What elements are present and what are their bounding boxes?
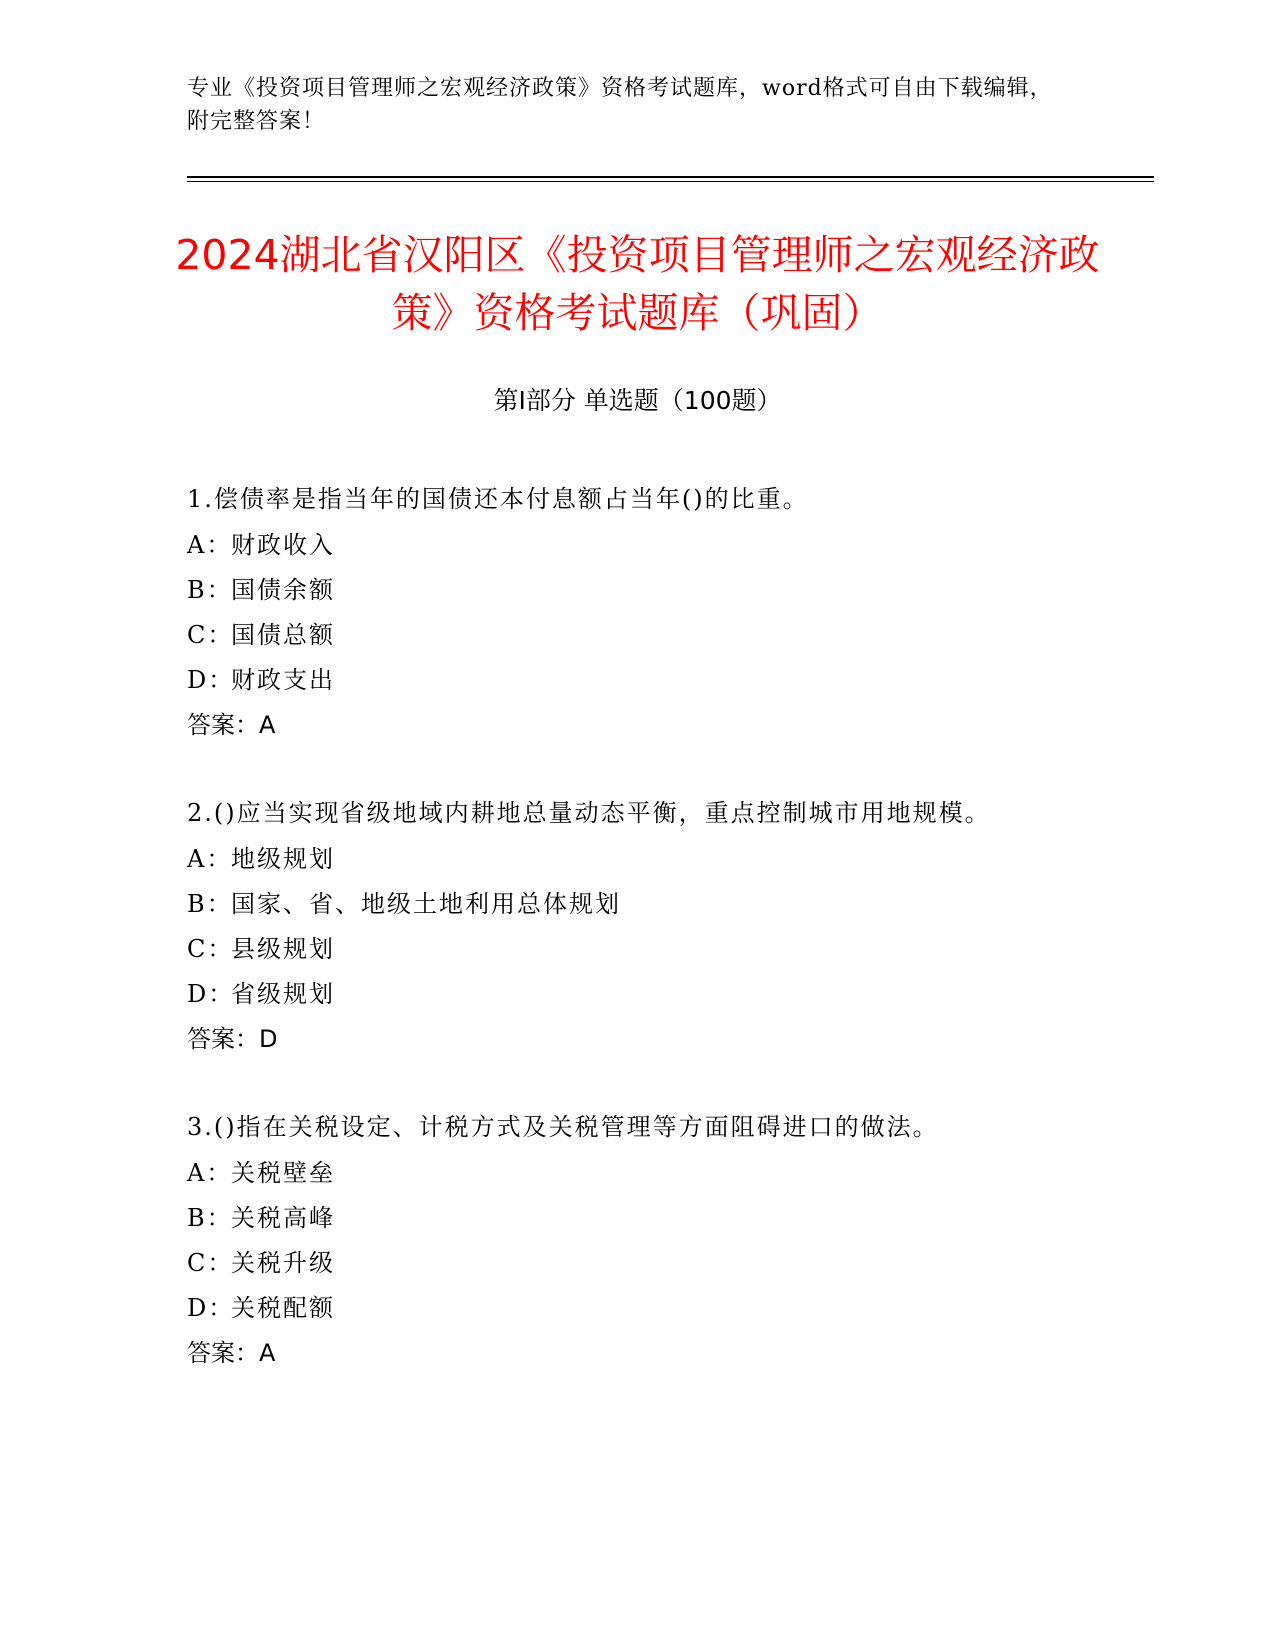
answer-value: A — [259, 1339, 276, 1367]
option-letter: B： — [187, 890, 233, 918]
option-letter: D： — [187, 1294, 235, 1322]
option-letter: C： — [187, 621, 234, 649]
option-text: 国债总额 — [231, 621, 335, 649]
option-d — [187, 972, 1067, 1017]
option-text: 财政收入 — [231, 531, 335, 559]
option-a — [187, 837, 1067, 882]
option-text: 国债余额 — [231, 576, 335, 604]
answer-value: A — [259, 711, 276, 739]
option-letter: A： — [187, 845, 233, 873]
answer-prefix: 答案： — [187, 711, 259, 739]
option-letter: B： — [187, 576, 233, 604]
answer-line — [187, 703, 1067, 748]
header-rule-thin — [187, 181, 1154, 182]
option-letter: C： — [187, 935, 234, 963]
option-c — [187, 927, 1067, 972]
option-a — [187, 1151, 1067, 1196]
option-text: 关税升级 — [231, 1249, 335, 1277]
question-3 — [187, 1106, 1067, 1376]
option-c — [187, 613, 1067, 658]
answer-prefix: 答案： — [187, 1025, 259, 1053]
question-stem: 3.()指在关税设定、计税方式及关税管理等方面阻碍进口的做法。 — [187, 1113, 939, 1141]
answer-prefix: 答案： — [187, 1339, 259, 1367]
answer-line — [187, 1331, 1067, 1376]
option-text: 关税壁垒 — [231, 1159, 335, 1187]
document-title: 2024湖北省汉阳区《投资项目管理师之宏观经济政策》资格考试题库（巩固） — [175, 231, 1100, 337]
option-text: 关税高峰 — [231, 1204, 335, 1232]
question-1 — [187, 478, 1067, 748]
option-text: 地级规划 — [231, 845, 335, 873]
question-list — [187, 478, 1067, 1420]
option-letter: B： — [187, 1204, 233, 1232]
question-stem: 2.()应当实现省级地域内耕地总量动态平衡，重点控制城市用地规模。 — [187, 799, 991, 827]
option-d — [187, 1286, 1067, 1331]
option-letter: A： — [187, 1159, 233, 1187]
header-rule-thick — [187, 176, 1154, 178]
option-text: 财政支出 — [231, 666, 335, 694]
option-b — [187, 568, 1067, 613]
section-title: 第I部分 单选题（100题） — [493, 386, 782, 415]
option-d — [187, 658, 1067, 703]
option-a — [187, 523, 1067, 568]
option-text: 国家、省、地级土地利用总体规划 — [231, 890, 621, 918]
option-letter: D： — [187, 980, 235, 1008]
option-letter: A： — [187, 531, 233, 559]
option-text: 县级规划 — [231, 935, 335, 963]
option-text: 关税配额 — [231, 1294, 335, 1322]
option-text: 省级规划 — [231, 980, 335, 1008]
question-stem: 1.偿债率是指当年的国债还本付息额占当年()的比重。 — [187, 485, 809, 513]
option-letter: C： — [187, 1249, 234, 1277]
option-c — [187, 1241, 1067, 1286]
question-2 — [187, 792, 1067, 1062]
option-b — [187, 882, 1067, 927]
option-b — [187, 1196, 1067, 1241]
answer-line — [187, 1017, 1067, 1062]
answer-value: D — [259, 1025, 278, 1053]
option-letter: D： — [187, 666, 235, 694]
header-note: 专业《投资项目管理师之宏观经济政策》资格考试题库，word格式可自由下载编辑，附完整答案！ — [187, 76, 1053, 134]
